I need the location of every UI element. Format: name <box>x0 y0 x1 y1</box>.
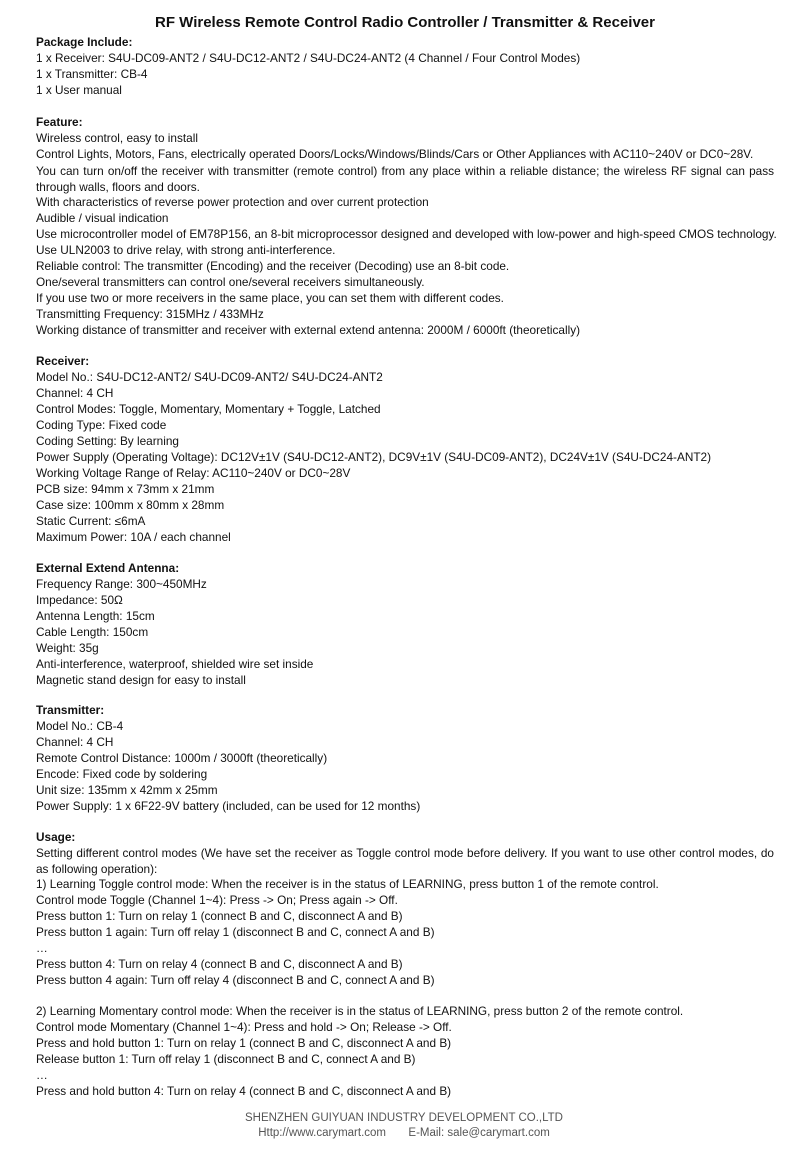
usage-momentary-line: Press and hold button 4: Turn on relay 4 (connect B and C, disconnect A and B) <box>36 1084 452 1098</box>
usage-toggle-line: Press button 1: Turn on relay 1 (connect B and C, disconnect A and B) <box>36 909 403 923</box>
transmitter-line: Channel: 4 CH <box>36 735 114 749</box>
receiver-line: Channel: 4 CH <box>36 386 114 400</box>
usage-intro: Setting different control modes (We have set the receiver as Toggle control mode before delivery. If you want to use other control modes, do as following operation): <box>36 846 774 876</box>
receiver-line: Coding Type: Fixed code <box>36 418 167 432</box>
receiver-line: Control Modes: Toggle, Momentary, Momentary + Toggle, Latched <box>36 402 381 416</box>
antenna-heading: External Extend Antenna: <box>36 561 180 575</box>
document-title: RF Wireless Remote Control Radio Controller / Transmitter & Receiver <box>155 14 655 31</box>
usage-toggle-line: Press button 4 again: Turn off relay 4 (disconnect B and C, connect A and B) <box>36 973 435 987</box>
transmitter-line: Remote Control Distance: 1000m / 3000ft (theoretically) <box>36 751 328 765</box>
package-line: 1 x Receiver: S4U-DC09-ANT2 / S4U-DC12-ANT2 / S4U-DC24-ANT2 (4 Channel / Four Control Modes) <box>36 51 581 65</box>
transmitter-line: Encode: Fixed code by soldering <box>36 767 208 781</box>
usage-momentary-line: Press and hold button 1: Turn on relay 1 (connect B and C, disconnect A and B) <box>36 1036 452 1050</box>
package-line: 1 x Transmitter: CB-4 <box>36 67 148 81</box>
receiver-line: Working Voltage Range of Relay: AC110~240V or DC0~28V <box>36 466 351 480</box>
feature-line: One/several transmitters can control one/several receivers simultaneously. <box>36 275 425 289</box>
footer-company: SHENZHEN GUIYUAN INDUSTRY DEVELOPMENT CO.,LTD <box>244 1112 563 1124</box>
feature-line: Working distance of transmitter and receiver with external extend antenna: 2000M / 6000ft (theoretically) <box>36 323 581 337</box>
antenna-line: Magnetic stand design for easy to install <box>36 673 246 687</box>
antenna-line: Frequency Range: 300~450MHz <box>36 577 207 591</box>
footer-email-link[interactable]: E-Mail: sale@carymart.com <box>408 1127 550 1139</box>
feature-line: Reliable control: The transmitter (Encoding) and the receiver (Decoding) use an 8-bit code. <box>36 259 510 273</box>
feature-line: Use ULN2003 to drive relay, with strong anti-interference. <box>36 243 336 257</box>
feature-heading: Feature: <box>36 115 83 129</box>
receiver-line: Maximum Power: 10A / each channel <box>36 530 231 544</box>
usage-momentary-line: Release button 1: Turn off relay 1 (disconnect B and C, connect A and B) <box>36 1052 416 1066</box>
receiver-line: PCB size: 94mm x 73mm x 21mm <box>36 482 215 496</box>
feature-line: If you use two or more receivers in the same place, you can set them with different codes. <box>36 291 504 305</box>
feature-line: Transmitting Frequency: 315MHz / 433MHz <box>36 307 264 321</box>
package-heading: Package Include: <box>36 35 133 49</box>
usage-momentary-line: Control mode Momentary (Channel 1~4): Press and hold -> On; Release -> Off. <box>36 1020 452 1034</box>
package-line: 1 x User manual <box>36 83 122 97</box>
transmitter-line: Unit size: 135mm x 42mm x 25mm <box>36 783 218 797</box>
usage-toggle-line: Control mode Toggle (Channel 1~4): Press -> On; Press again -> Off. <box>36 893 398 907</box>
feature-line: Audible / visual indication <box>36 211 169 225</box>
usage-toggle-line: … <box>36 941 48 955</box>
usage-toggle-line: Press button 1 again: Turn off relay 1 (disconnect B and C, connect A and B) <box>36 925 435 939</box>
feature-line: Use microcontroller model of EM78P156, an 8-bit microprocessor designed and developed with low-power and high-speed CMOS technology. <box>36 227 777 241</box>
usage-heading: Usage: <box>36 830 76 844</box>
transmitter-heading: Transmitter: <box>36 703 105 717</box>
transmitter-line: Model No.: CB-4 <box>36 719 124 733</box>
receiver-line: Static Current: ≤6mA <box>36 514 146 528</box>
footer-contact <box>0 1126 808 1141</box>
usage-momentary-line: … <box>36 1068 48 1082</box>
receiver-line: Case size: 100mm x 80mm x 28mm <box>36 498 225 512</box>
antenna-line: Impedance: 50Ω <box>36 593 123 607</box>
footer-website-link[interactable]: Http://www.carymart.com <box>258 1127 386 1139</box>
antenna-line: Antenna Length: 15cm <box>36 609 155 623</box>
usage-toggle-line: Press button 4: Turn on relay 4 (connect B and C, disconnect A and B) <box>36 957 403 971</box>
antenna-line: Cable Length: 150cm <box>36 625 149 639</box>
transmitter-line: Power Supply: 1 x 6F22-9V battery (included, can be used for 12 months) <box>36 799 421 813</box>
receiver-line: Power Supply (Operating Voltage): DC12V±1V (S4U-DC12-ANT2), DC9V±1V (S4U-DC09-ANT2), DC24V±1V (S4U-DC24-ANT2) <box>36 450 712 464</box>
feature-line: With characteristics of reverse power protection and over current protection <box>36 195 429 209</box>
antenna-line: Weight: 35g <box>36 641 99 655</box>
usage-momentary-line: 2) Learning Momentary control mode: When the receiver is in the status of LEARNING, press button 2 of the remote control. <box>36 1004 684 1018</box>
feature-line: You can turn on/off the receiver with transmitter (remote control) from any place within a reliable distance; the wireless RF signal can pass through walls, floors and doors. <box>36 164 774 194</box>
antenna-line: Anti-interference, waterproof, shielded wire set inside <box>36 657 314 671</box>
usage-toggle-line: 1) Learning Toggle control mode: When the receiver is in the status of LEARNING, press button 1 of the remote control. <box>36 877 659 891</box>
feature-line: Control Lights, Motors, Fans, electrically operated Doors/Locks/Windows/Blinds/Cars or Other Appliances with AC110~240V or DC0~28V. <box>36 147 754 161</box>
receiver-line: Coding Setting: By learning <box>36 434 179 448</box>
receiver-line: Model No.: S4U-DC12-ANT2/ S4U-DC09-ANT2/ S4U-DC24-ANT2 <box>36 370 383 384</box>
feature-line: Wireless control, easy to install <box>36 131 198 145</box>
receiver-heading: Receiver: <box>36 354 90 368</box>
